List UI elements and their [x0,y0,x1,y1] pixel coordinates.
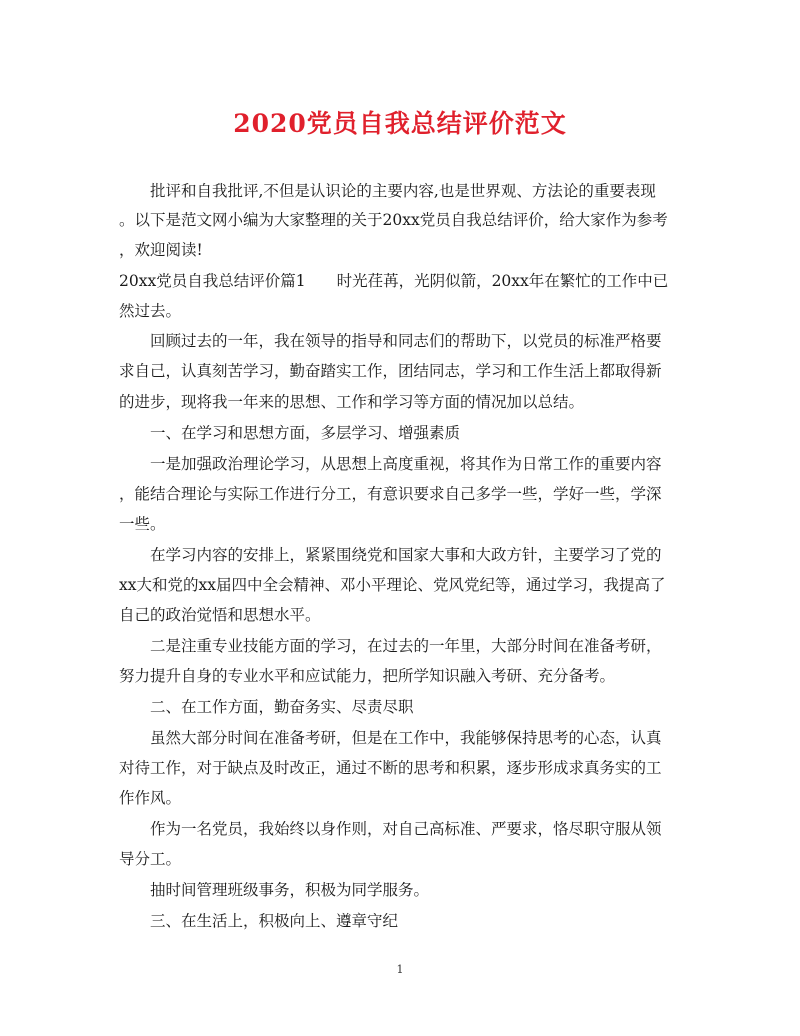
body-line: 二是注重专业技能方面的学习，在过去的一年里，大部分时间在准备考研， [119,637,662,655]
body-line: 求自己，认真刻苦学习，勤奋踏实工作，团结同志，学习和工作生活上都取得新 [119,362,662,380]
body-line: 对待工作，对于缺点及时改正，通过不断的思考和积累，逐步形成求真务实的工 [119,759,662,777]
body-line: 20xx党员自我总结评价篇1 时光荏苒，光阴似箭，20xx年在繁忙的工作中已 [119,272,669,290]
section-heading: 三、在生活上，积极向上、遵章守纪 [119,912,399,930]
body-line: 抽时间管理班级事务，积极为同学服务。 [119,881,430,899]
section-heading: 一、在学习和思想方面，多层学习、增强素质 [119,424,461,442]
section-heading: 二、在工作方面，勤奋务实、尽责尽职 [119,698,414,716]
body-line: 。以下是范文网小编为大家整理的关于20xx党员自我总结评价，给大家作为参考 [119,211,668,229]
body-line: xx大和党的xx届四中全会精神、邓小平理论、党风党纪等，通过学习，我提高了 [119,576,666,594]
body-line: 努力提升自身的专业水平和应试能力，把所学知识融入考研、充分备考。 [119,667,616,685]
document-title: 2020党员自我总结评价范文 [233,109,567,138]
body-line: 一些。 [119,515,166,533]
body-line: ，欢迎阅读! [119,241,203,259]
body-line: 一是加强政治理论学习，从思想上高度重视，将其作为日常工作的重要内容 [119,455,662,473]
body-line: 自己的政治觉悟和思想水平。 [119,606,321,624]
body-line: 作为一名党员，我始终以身作则，对自己高标准、严要求，恪尽职守服从领 [119,820,662,838]
body-line: 然过去。 [119,302,182,320]
body-line: 作作风。 [119,789,182,807]
body-line: 批评和自我批评,不但是认识论的主要内容,也是世界观、方法论的重要表现 [119,182,656,200]
body-line: 导分工。 [119,850,182,868]
page-number: 1 [396,963,404,976]
body-line: ，能结合理论与实际工作进行分工，有意识要求自己多学一些，学好一些，学深 [119,485,662,503]
body-line: 虽然大部分时间在准备考研，但是在工作中，我能够保持思考的心态，认真 [119,729,662,747]
body-line: 的进步，现将我一年来的思想、工作和学习等方面的情况加以总结。 [119,393,585,411]
body-line: 在学习内容的安排上，紧紧围绕党和国家大事和大政方针，主要学习了党的 [119,546,662,564]
body-line: 回顾过去的一年，我在领导的指导和同志们的帮助下，以党员的标准严格要 [119,332,662,350]
